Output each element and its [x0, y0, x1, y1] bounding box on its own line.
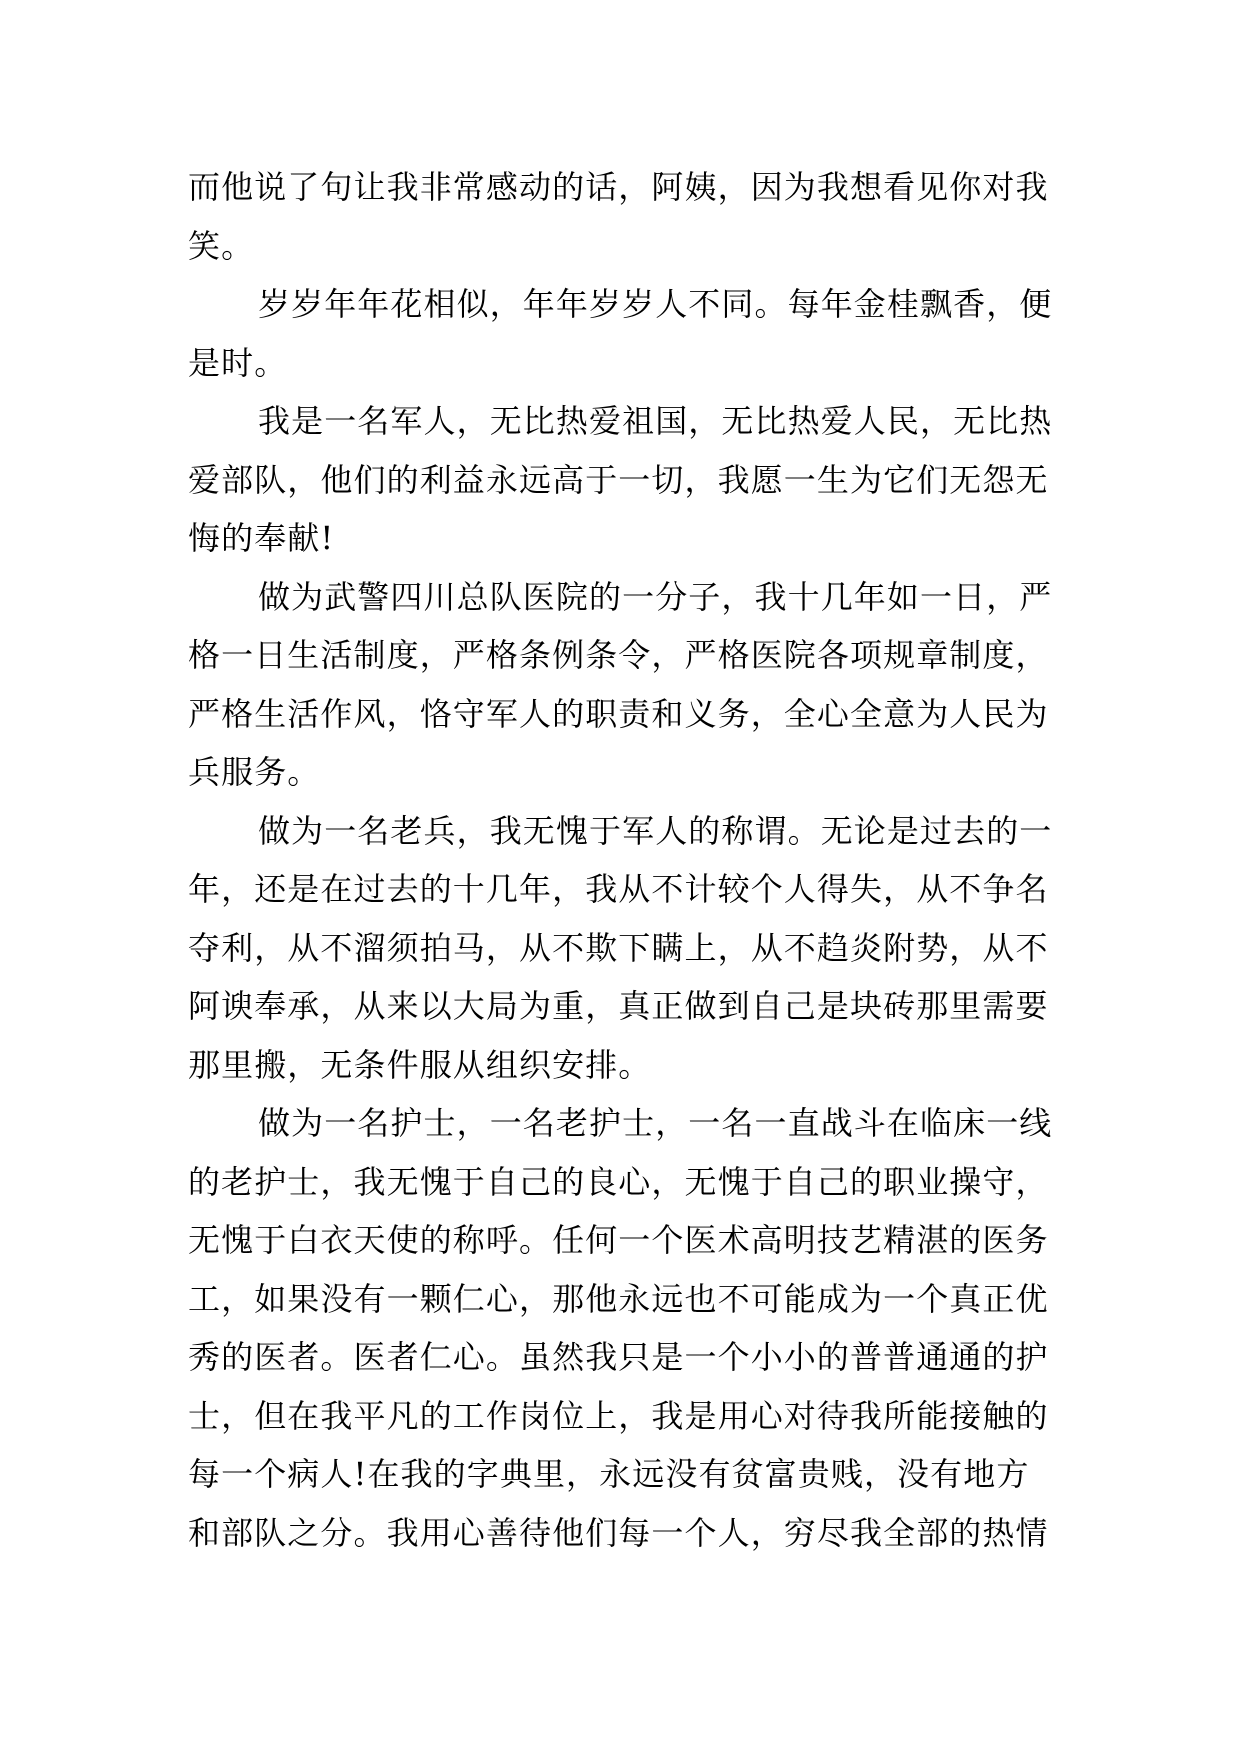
- text-line: 夺利，从不溜须拍马，从不欺下瞒上，从不趋炎附势，从不: [188, 928, 1049, 967]
- text-line: 做为一名老兵，我无愧于军人的称谓。无论是过去的一: [258, 811, 1053, 850]
- text-line: 兵服务。: [188, 753, 321, 791]
- text-line: 每一个病人!在我的字典里，永远没有贫富贵贱，没有地方: [188, 1455, 1030, 1493]
- text-line: 工，如果没有一颗仁心，那他永远也不可能成为一个真正优: [188, 1279, 1049, 1318]
- text-line: 阿谀奉承，从来以大局为重，真正做到自己是块砖那里需要: [188, 987, 1049, 1025]
- paragraph: [188, 1094, 1068, 1562]
- text-line: 严格生活作风，恪守军人的职责和义务，全心全意为人民为: [188, 694, 1049, 733]
- text-line: 笑。: [188, 226, 255, 265]
- text-line: 年，还是在过去的十几年，我从不计较个人得失，从不争名: [188, 870, 1049, 908]
- text-line: 悔的奉献!: [188, 519, 335, 557]
- paragraph: [188, 158, 1068, 275]
- text-line: 做为武警四川总队医院的一分子，我十几年如一日，严: [258, 577, 1053, 616]
- text-line: 格一日生活制度，严格条例条令，严格医院各项规章制度，: [188, 636, 1049, 674]
- text-line: 岁岁年年花相似，年年岁岁人不同。每年金桂飘香，便: [258, 285, 1053, 323]
- text-line: 我是一名军人，无比热爱祖国，无比热爱人民，无比热: [258, 402, 1053, 440]
- paragraph: [188, 392, 1068, 568]
- text-line: 无愧于白衣天使的称呼。任何一个医术高明技艺精湛的医务: [188, 1221, 1049, 1259]
- text-line: 的老护士，我无愧于自己的良心，无愧于自己的职业操守，: [188, 1162, 1049, 1201]
- paragraph: [188, 568, 1068, 802]
- paragraph: [188, 802, 1068, 1095]
- text-line: 那里搬，无条件服从组织安排。: [188, 1045, 652, 1084]
- text-line: 而他说了句让我非常感动的话，阿姨，因为我想看见你对我: [188, 168, 1049, 206]
- text-line: 爱部队，他们的利益永远高于一切，我愿一生为它们无怨无: [188, 460, 1049, 499]
- text-line: 和部队之分。我用心善待他们每一个人，穷尽我全部的热情: [188, 1513, 1049, 1552]
- document-body: [188, 158, 1068, 1562]
- text-line: 秀的医者。医者仁心。虽然我只是一个小小的普普通通的护: [188, 1338, 1049, 1376]
- paragraph: [188, 275, 1068, 392]
- text-line: 做为一名护士，一名老护士，一名一直战斗在临床一线: [258, 1104, 1053, 1142]
- text-line: 是时。: [188, 343, 288, 382]
- text-line: 士，但在我平凡的工作岗位上，我是用心对待我所能接触的: [188, 1396, 1049, 1435]
